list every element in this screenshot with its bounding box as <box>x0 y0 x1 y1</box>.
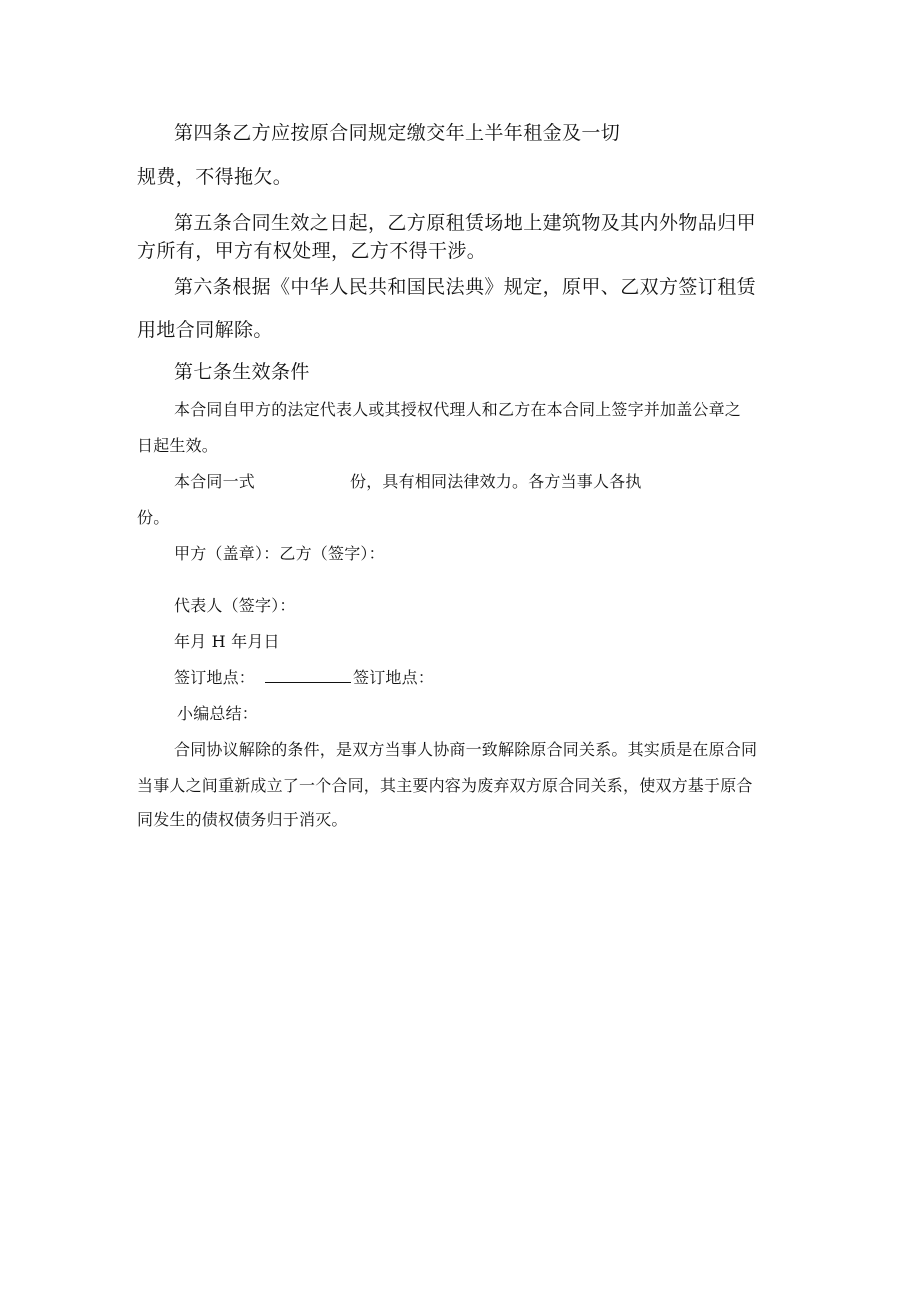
summary-heading: 小编总结： <box>177 704 259 723</box>
article4-line1: 第四条乙方应按原合同规定缴交年上半年租金及一切 <box>174 122 621 144</box>
article7-para1-line1: 本合同自甲方的法定代表人或其授权代理人和乙方在本合同上签字并加盖公章之 <box>174 400 742 419</box>
article7-copies-line2: 份。 <box>137 508 170 527</box>
article7-copies-part1: 本合同一式 <box>174 472 256 491</box>
signing-place-right-label: 签订地点： <box>353 668 435 687</box>
signature-date: 年月 H 年月日 <box>174 632 280 651</box>
article6-line2: 用地合同解除。 <box>137 319 273 341</box>
article7-heading: 第七条生效条件 <box>174 361 310 383</box>
signing-place-left-label: 签订地点： <box>174 668 256 687</box>
signature-parties: 甲方（盖章）：乙方（签字）： <box>174 544 385 563</box>
article4-line2: 规费，不得拖欠。 <box>137 166 293 188</box>
summary-line3: 同发生的债权债务归于消灭。 <box>137 810 348 829</box>
signing-place-blank <box>265 668 351 683</box>
article7-para1-line2: 日起生效。 <box>137 436 219 455</box>
summary-line2: 当事人之间重新成立了一个合同，其主要内容为废弃双方原合同关系，使双方基于原合 <box>137 776 753 795</box>
article7-copies-part2: 份，具有相同法律效力。各方当事人各执 <box>350 472 642 491</box>
article5-line1: 第五条合同生效之日起，乙方原租赁场地上建筑物及其内外物品归甲 <box>174 212 757 234</box>
article6-line1: 第六条根据《中华人民共和国民法典》规定，原甲、乙双方签订租赁 <box>174 276 757 298</box>
signature-representative: 代表人（签字）： <box>174 596 296 615</box>
summary-line1: 合同协议解除的条件，是双方当事人协商一致解除原合同关系。其实质是在原合同 <box>174 740 758 759</box>
article5-line2: 方所有，甲方有权处理，乙方不得干涉。 <box>137 240 487 262</box>
signing-place-row <box>174 665 434 688</box>
